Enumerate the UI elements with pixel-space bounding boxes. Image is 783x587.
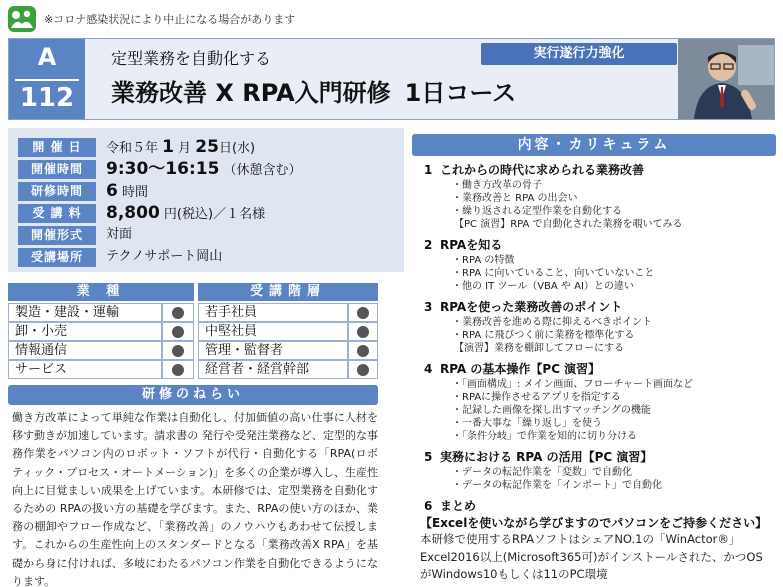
- pc-notice-heading: 【Excelを使いながら学びますのでパソコンをご持参ください】: [420, 516, 768, 530]
- course-code-divider: [15, 79, 79, 81]
- industry-mark-cell: [162, 303, 194, 322]
- skill-badge: 実行遂行力強化: [481, 43, 677, 65]
- curriculum-item: ・業務改善を進める際に抑えるべきポイント: [452, 317, 652, 328]
- curriculum-item: ・業務改善と RPA の出会い: [452, 193, 578, 204]
- curriculum-item: ・RPAに操作させるアプリを指定する: [452, 392, 621, 403]
- curriculum-section-title: 3 RPAを使った業務改善のポイント: [424, 300, 623, 314]
- industry-mark-cell: [162, 360, 194, 379]
- selected-dot-icon: [357, 345, 369, 357]
- curriculum-item: ・記録した画像を探し出すマッチングの機能: [452, 405, 651, 416]
- aim-body: 働き方改革によって単純な作業は自動化し、付加価値の高い仕事に人材を移す動きが加速しています。請求書の 発行や受発注業務など、定型的な事務作業をパソコン内のロボット・ソフトが代行・自動化する「RPA(ロボティック・プロセス・オートメーション)」を多くの企業が導入し、生産性向上に目覚ましい成果を上げています。本研修では、定型業務を自動化するための RPAの扱い方の基礎を学びます。また、RPAの使い方のほか、業務の棚卸やフロー作成など、「業務改善」のノウハウもあわせて伝授します。これからの生産性向上のスタンダードとなる「業務改善X RPA」を基礎から身に付ければ、多岐にわたるパソコン作業を自動化できるようになります。: [12, 411, 378, 587]
- industry-cell: サービス: [8, 360, 162, 379]
- aim-heading: 研修のねらい: [8, 385, 378, 405]
- curriculum-item: ・繰り返される定型作業を自動化する: [452, 206, 622, 217]
- curriculum-section-title: 4 RPA の基本操作【PC 演習】: [424, 362, 601, 376]
- industry-mark-cell: [162, 341, 194, 360]
- industry-mark-cell: [162, 322, 194, 341]
- curriculum-section-title: 2 RPAを知る: [424, 238, 503, 252]
- industry-cell: 卸・小売: [8, 322, 162, 341]
- industry-cell: 情報通信: [8, 341, 162, 360]
- curriculum-item: ・「条件分岐」で作業を知的に切り分ける: [452, 431, 637, 442]
- table-row: [8, 341, 378, 360]
- level-cell: 若手社員: [198, 303, 348, 322]
- info-row-duration: [8, 180, 404, 202]
- curriculum-item: ・データの転記作業を「インポート」で自動化: [452, 480, 662, 491]
- info-label: 開催形式: [18, 226, 96, 245]
- course-subtitle: 定型業務を自動化する: [111, 49, 272, 68]
- info-label: 受講場所: [18, 248, 96, 267]
- organization-logo: [8, 6, 36, 32]
- info-row-format: [8, 224, 404, 246]
- curriculum-list: [424, 162, 774, 515]
- curriculum-heading: 内容・カリキュラム: [412, 134, 776, 156]
- curriculum-section-title: 6 まとめ: [424, 499, 477, 513]
- course-info-panel: [8, 128, 404, 272]
- selected-dot-icon: [172, 345, 184, 357]
- instructor-photo: [678, 39, 774, 119]
- level-mark-cell: [348, 360, 378, 379]
- curriculum-section-title: 1 これからの時代に求められる業務改善: [424, 163, 645, 177]
- curriculum-item: ・「画面構成」: メイン画面、フローチャート画面など: [452, 379, 694, 390]
- course-title-duration: 1日コース: [404, 79, 517, 107]
- table-row: [8, 322, 378, 341]
- curriculum-item: ・データの転記作業を「変数」で自動化: [452, 467, 632, 478]
- info-value-format: 対面: [106, 227, 133, 242]
- course-header: [8, 38, 775, 120]
- level-cell: 管理・監督者: [198, 341, 348, 360]
- industry-cell: 製造・建設・運輸: [8, 303, 162, 322]
- curriculum-item: ・他の IT ツール（VBA や AI）との違い: [452, 281, 634, 292]
- selected-dot-icon: [357, 326, 369, 338]
- level-cell: 経営者・経営幹部: [198, 360, 348, 379]
- industry-header: 業 種: [8, 283, 194, 301]
- selected-dot-icon: [172, 364, 184, 376]
- info-label: 受 講 料: [18, 204, 96, 223]
- level-mark-cell: [348, 322, 378, 341]
- info-label: 開 催 日: [18, 138, 96, 157]
- info-value-hours: 9:30～16:15 （休憩含む）: [106, 159, 302, 179]
- info-value-fee: 8,800 円(税込)／１名様: [106, 203, 266, 223]
- course-title-main: 業務改善 X RPA入門研修: [111, 79, 391, 107]
- course-code-letter: A: [37, 43, 57, 71]
- level-mark-cell: [348, 303, 378, 322]
- info-value-duration: 6 時間: [106, 181, 148, 201]
- selected-dot-icon: [172, 307, 184, 319]
- table-row: [8, 303, 378, 322]
- selected-dot-icon: [357, 307, 369, 319]
- course-code-box: [9, 39, 85, 119]
- course-code-number: 112: [19, 83, 75, 113]
- curriculum-item: ・RPA に飛びつく前に業務を標準化する: [452, 330, 635, 341]
- course-title: [111, 73, 530, 108]
- info-value-date: 令和５年 1 月 25日(水): [106, 137, 256, 157]
- level-mark-cell: [348, 341, 378, 360]
- curriculum-item: 【PC 演習】RPA で自動化された業務を覗いてみる: [454, 219, 683, 230]
- curriculum-item: ・一番大事な「繰り返し」を使う: [452, 418, 602, 429]
- info-row-venue: [8, 246, 404, 268]
- curriculum-section-title: 5 実務における RPA の活用【PC 演習】: [424, 450, 653, 464]
- curriculum-item: ・RPA に向いていること、向いていないこと: [452, 268, 655, 279]
- info-row-fee: [8, 202, 404, 224]
- info-label: 研修時間: [18, 182, 96, 201]
- info-value-venue: テクノサポート岡山: [106, 249, 223, 264]
- info-row-date: [8, 136, 404, 158]
- cancellation-note: ※コロナ感染状況により中止になる場合があります: [44, 13, 296, 26]
- table-row: [8, 360, 378, 379]
- info-row-hours: [8, 158, 404, 180]
- info-label: 開催時間: [18, 160, 96, 179]
- curriculum-item: ・働き方改革の骨子: [452, 180, 542, 191]
- pc-notice-body: 本研修で使用するRPAソフトはシェアNO.1の「WinActor®」Excel2016以上(Microsoft365可)がインストールされた、かつOSがWindows10もしくは11のPC環境: [420, 532, 763, 581]
- curriculum-item: ・RPA の特徴: [452, 255, 515, 266]
- level-cell: 中堅社員: [198, 322, 348, 341]
- curriculum-item: 【演習】業務を棚卸してフローにする: [454, 343, 624, 354]
- selected-dot-icon: [172, 326, 184, 338]
- selected-dot-icon: [357, 364, 369, 376]
- level-header: 受講階層: [198, 283, 378, 301]
